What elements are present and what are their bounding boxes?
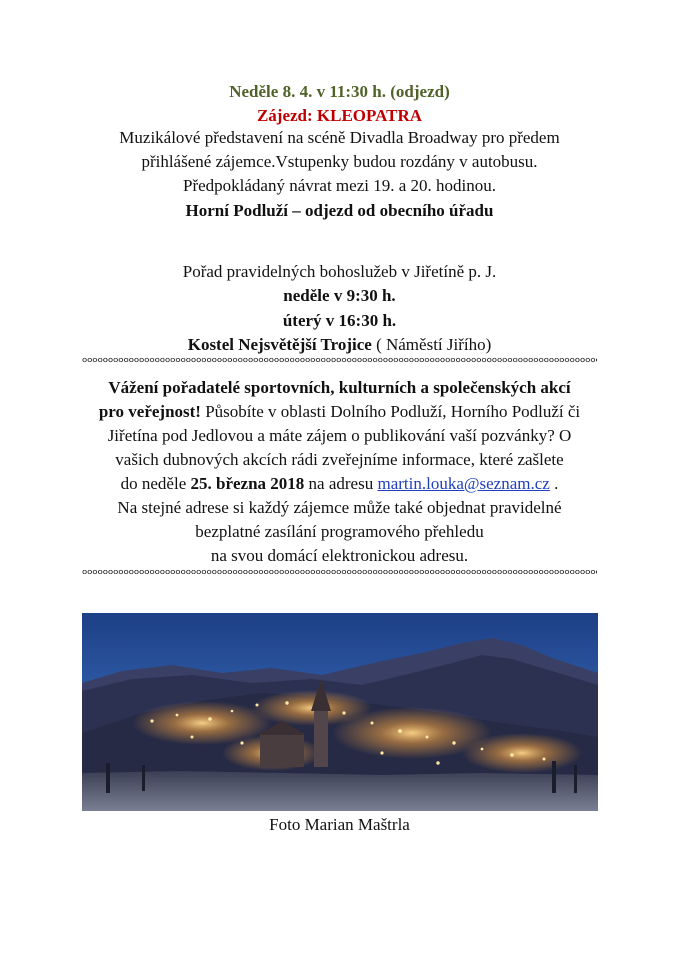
services-church bbox=[0, 333, 679, 356]
notice-line-8: na svou domácí elektronickou adresu. bbox=[210, 546, 469, 565]
event-departure: Horní Podluží – odjezd od obecního úřadu bbox=[185, 201, 494, 220]
notice-line-7: bezplatné zasílání programového přehledu bbox=[195, 522, 484, 541]
event-description-line-1: Muzikálové představení na scéně Divadla Broadway pro předem bbox=[119, 128, 560, 147]
notice-line-5-mid: na adresu bbox=[304, 474, 378, 493]
event-description-line-3: Předpokládaný návrat mezi 19. a 20. hodinou. bbox=[182, 176, 496, 195]
services-heading: Pořad pravidelných bohoslužeb v Jiřetíně p. J. bbox=[182, 262, 497, 281]
event-description-line-2: přihlášené zájemce.Vstupenky budou rozdány v autobusu. bbox=[141, 152, 538, 171]
notice-line-4: vašich dubnových akcích rádi zveřejníme informace, které zašlete bbox=[115, 450, 564, 469]
email-link[interactable]: martin.louka@seznam.cz bbox=[377, 474, 550, 493]
notice-line-5 bbox=[0, 472, 679, 495]
services-sunday: neděle v 9:30 h. bbox=[283, 286, 396, 305]
notice-line-3: Jiřetína pod Jedlovou a máte zájem o publikování vaší pozvánky? O bbox=[107, 426, 572, 445]
village-night-photo bbox=[82, 613, 598, 811]
deadline-date: 25. března 2018 bbox=[190, 474, 305, 493]
event-title: Zájezd: KLEOPATRA bbox=[256, 106, 423, 125]
event-date-line: Neděle 8. 4. v 11:30 h. (odjezd) bbox=[229, 82, 450, 101]
separator-bottom bbox=[82, 569, 597, 575]
services-tuesday: úterý v 16:30 h. bbox=[282, 311, 397, 330]
church-location: ( Náměstí Jiřího) bbox=[371, 335, 492, 354]
notice-line-1: Vážení pořadatelé sportovních, kulturních a společenských akcí bbox=[108, 378, 571, 397]
notice-line-5-pre: do neděle bbox=[120, 474, 191, 493]
village-night-photo-image bbox=[82, 613, 598, 811]
notice-line-2 bbox=[0, 400, 679, 423]
notice-line-2-bold: pro veřejnost! bbox=[98, 402, 201, 421]
notice-line-5-post: . bbox=[549, 474, 559, 493]
separator-top bbox=[82, 357, 597, 363]
photo-caption: Foto Marian Maštrla bbox=[269, 815, 410, 834]
notice-line-6: Na stejné adrese si každý zájemce může také objednat pravidelné bbox=[117, 498, 562, 517]
notice-line-2-text: Působíte v oblasti Dolního Podluží, Horního Podluží či bbox=[200, 402, 581, 421]
church-name: Kostel Nejsvětější Trojice bbox=[187, 335, 372, 354]
